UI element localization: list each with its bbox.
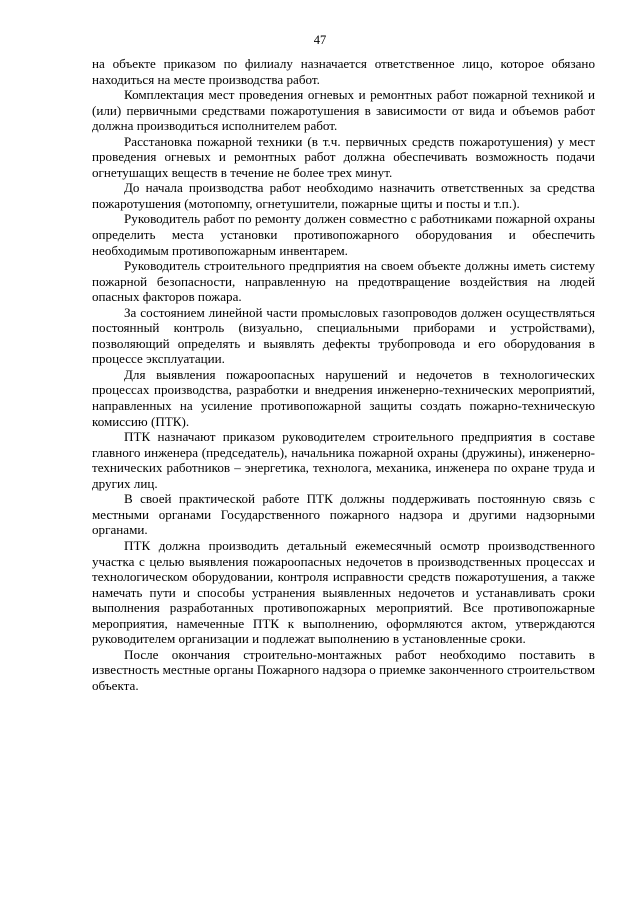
paragraph-equipment-placement: Расстановка пожарной техники (в т.ч. первичных средств пожаротушения) у мест проведения огневых и ремонтных работ должна обеспечивать возможность подачи огнетушащих веществ в течение не более трех минут. — [92, 133, 595, 180]
paragraph-repair-manager: Руководитель работ по ремонту должен совместно с работниками пожарной охраны определить места установки противопожарного оборудования и обеспечить необходимым противопожарным инвентарем. — [92, 211, 595, 258]
paragraph-fire-safety-system: Руководитель строительного предприятия на своем объекте должны иметь систему пожарной безопасности, направленную на предотвращение воздействия на людей опасных факторов пожара. — [92, 258, 595, 305]
paragraph-completion-notice: После окончания строительно-монтажных работ необходимо поставить в известность местные органы Пожарного надзора о приемке законченного строительством объекта. — [92, 646, 595, 693]
paragraph-ptk-inspection: ПТК должна производить детальный ежемесячный осмотр производственного участка с целью выявления пожароопасных недочетов в производственных процессах и технологическом оборудовании, контроля исправности средств пожаротушения, а также намечать пути и способы устранения выявленных недочетов и устанавливать сроки выполнения разработанных противопожарных мероприятий. Все противопожарные мероприятия, намеченные ПТК к выполнению, оформляются актом, утверждаются руководителем организации и подлежат выполнению в установленные сроки. — [92, 537, 595, 647]
paragraph-equipment-staffing: Комплектация мест проведения огневых и ремонтных работ пожарной техникой и (или) первичными средствами пожаротушения в зависимости от вида и объемов работ должна производиться исполнителем работ. — [92, 87, 595, 134]
paragraph-continuation: на объекте приказом по филиалу назначается ответственное лицо, которое обязано находиться на месте производства работ. — [92, 56, 595, 87]
paragraph-pipeline-control: За состоянием линейной части промысловых газопроводов должен осуществляться постоянный контроль (визуально, специальными приборами и устройствами), позволяющий определять и выявлять дефекты трубопровода и его оборудования в процессе эксплуатации. — [92, 304, 595, 367]
document-body — [92, 56, 595, 693]
paragraph-ptk-composition: ПТК назначают приказом руководителем строительного предприятия в составе главного инженера (председатель), начальника пожарной охраны (дружины), инженерно-технических работников – энергетика, технолога, механика, инженера по охране труда и других лиц. — [92, 429, 595, 491]
page-number: 47 — [313, 33, 327, 47]
paragraph-ptk-creation: Для выявления пожароопасных нарушений и недочетов в технологических процессах производства, разработки и внедрения инженерно-технических мероприятий, направленных на усиление противопожарной защиты создать пожарно-техническую комиссию (ПТК). — [92, 366, 595, 429]
paragraph-ptk-communication: В своей практической работе ПТК должны поддерживать постоянную связь с местными органами Государственного пожарного надзора и другими надзорными органами. — [92, 491, 595, 538]
paragraph-responsible-persons: До начала производства работ необходимо назначить ответственных за средства пожаротушения (мотопомпу, огнетушители, пожарные щиты и посты и т.п.). — [92, 180, 595, 211]
